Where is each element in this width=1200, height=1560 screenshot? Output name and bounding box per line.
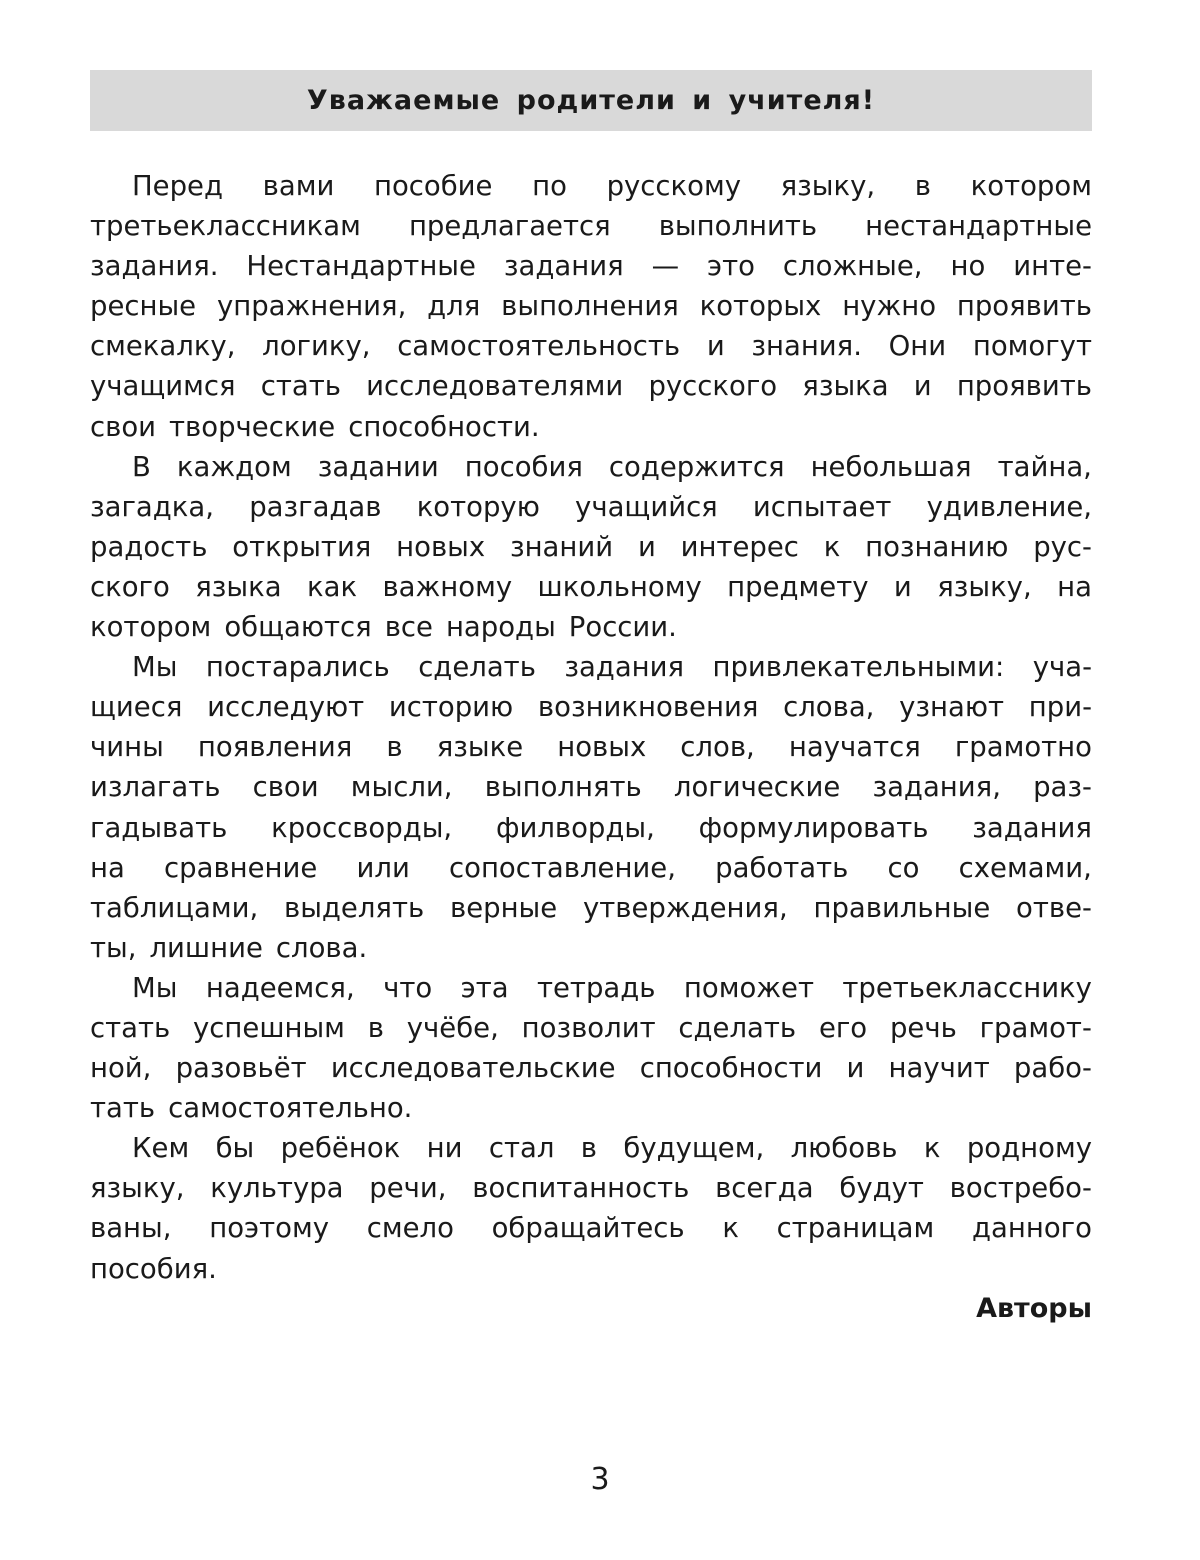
body-text: [90, 166, 1092, 1289]
paragraph: [90, 447, 1092, 647]
text-line: Мы надеемся, что эта тетрадь поможет третьекласснику: [132, 971, 1092, 1004]
text-line: загадка, разгадав которую учащийся испытает удивление,: [90, 490, 1092, 523]
page-number: 3: [590, 1462, 610, 1497]
text-line: смекалку, логику, самостоятельность и знания. Они помогут: [90, 330, 1092, 363]
text-line: тать самостоятельно.: [90, 1092, 413, 1125]
text-line: ты, лишние слова.: [90, 931, 368, 964]
text-line: Кем бы ребёнок ни стал в будущем, любовь к родному: [132, 1132, 1092, 1165]
text-line: щиеся исследуют историю возникновения слова, узнают при-: [90, 691, 1092, 724]
text-line: Мы постарались сделать задания привлекательными: уча-: [132, 651, 1092, 684]
text-line: свои творческие способности.: [90, 410, 540, 443]
text-line: ной, разовьёт исследовательские способности и научит рабо-: [90, 1052, 1092, 1085]
text-line: ваны, поэтому смело обращайтесь к страницам данного: [90, 1212, 1092, 1245]
text-line: ского языка как важному школьному предмету и языку, на: [90, 570, 1092, 603]
paragraph: [90, 1128, 1092, 1288]
page-title: Уважаемые родители и учителя!: [306, 85, 876, 116]
text-line: задания. Нестандартные задания — это сложные, но инте-: [90, 250, 1092, 283]
text-line: на сравнение или сопоставление, работать со схемами,: [90, 851, 1092, 884]
text-line: излагать свои мысли, выполнять логические задания, раз-: [90, 771, 1092, 804]
signature: Авторы: [976, 1293, 1092, 1324]
paragraph: [90, 968, 1092, 1128]
paragraph: [90, 166, 1092, 447]
text-line: пособия.: [90, 1252, 217, 1285]
text-line: котором общаются все народы России.: [90, 611, 677, 644]
text-line: радость открытия новых знаний и интерес к познанию рус-: [90, 530, 1092, 563]
header-banner: [90, 70, 1092, 131]
text-line: чины появления в языке новых слов, научатся грамотно: [90, 731, 1092, 764]
text-line: ресные упражнения, для выполнения которых нужно проявить: [90, 290, 1092, 323]
paragraph: [90, 647, 1092, 968]
text-line: стать успешным в учёбе, позволит сделать его речь грамот-: [90, 1011, 1092, 1044]
text-line: учащимся стать исследователями русского языка и проявить: [90, 370, 1092, 403]
text-line: Перед вами пособие по русскому языку, в котором: [132, 170, 1092, 202]
text-line: гадывать кроссворды, филворды, формулировать задания: [90, 811, 1092, 844]
text-line: третьеклассникам предлагается выполнить нестандартные: [90, 210, 1092, 243]
text-line: В каждом задании пособия содержится небольшая тайна,: [132, 450, 1092, 483]
text-line: языку, культура речи, воспитанность всегда будут востребо-: [90, 1172, 1092, 1205]
text-line: таблицами, выделять верные утверждения, правильные отве-: [90, 891, 1092, 924]
